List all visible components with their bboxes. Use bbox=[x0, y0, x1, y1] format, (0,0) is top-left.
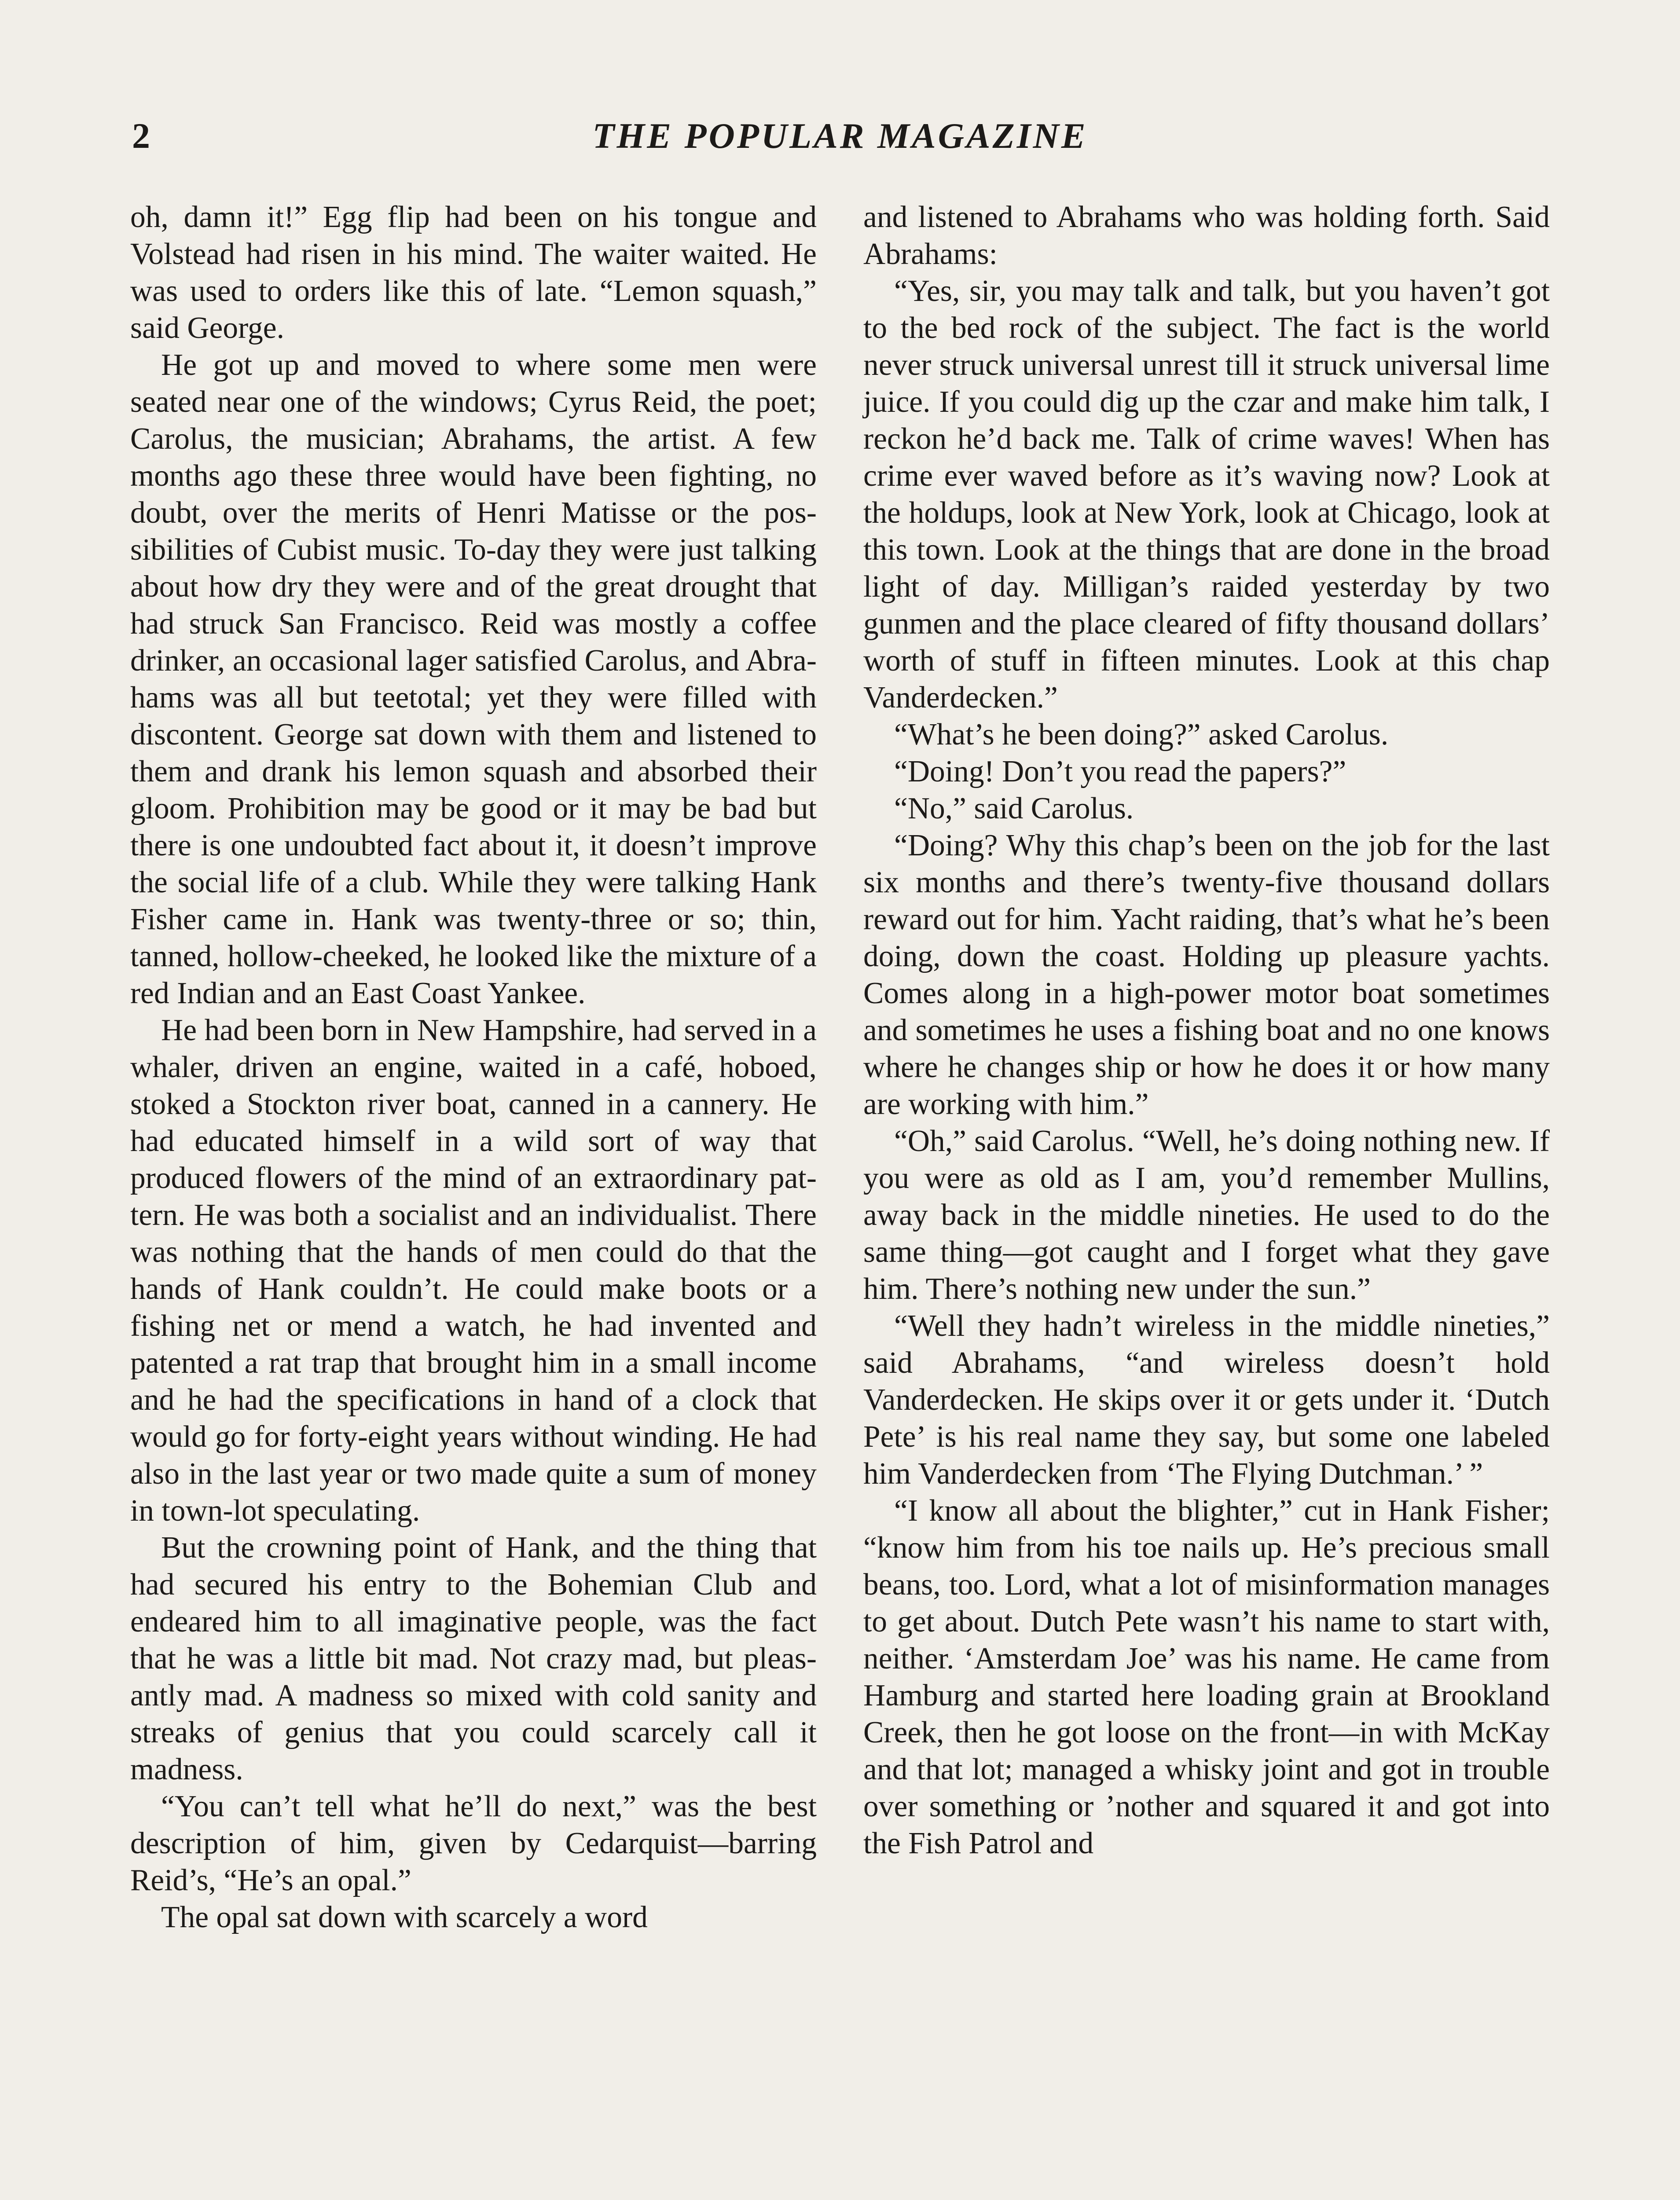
paragraph: “Well they hadn’t wireless in the middle nineties,” said Abrahams, “and wireless doesn’t hold Vanderdecken. He skips over it or gets under it. ‘Dutch Pete’ is his real name they say, but some one labeled him Vanderdecken from ‘The Flying Dutchman.’ ” bbox=[863, 1309, 1550, 1491]
paragraph: “Yes, sir, you may talk and talk, but you haven’t got to the bed rock of the subject. The fact is the world never struck universal unrest till it struck universal lime juice. If you could dig up the czar and make him talk, I reckon he’d back me. Talk of crime waves! When has crime ever waved before as it’s waving now? Look at the holdups, look at New York, look at Chicago, look at this town. Look at the things that are done in the broad light of day. Milligan’s raided yesterday by two gunmen and the place cleared of fifty thousand dollars’ worth of stuff in fifteen minutes. Look at this chap Vanderdecken.” bbox=[863, 274, 1550, 715]
page-number: 2 bbox=[132, 116, 150, 156]
running-head: THE POPULAR MAGAZINE bbox=[592, 116, 1088, 156]
paragraph: “What’s he been doing?” asked Carolus. bbox=[894, 718, 1389, 752]
paragraph: “You can’t tell what he’ll do next,” was the best description of him, given by Cedarquist—barring Reid’s, “He’s an opal.” bbox=[130, 1789, 817, 1897]
paragraph: “Doing! Don’t you read the papers?” bbox=[894, 755, 1346, 788]
paragraph: But the crowning point of Hank, and the thing that had secured his entry to the Bohemian Club and endeared him to all imaginative people, was the fact that he was a little bit mad. Not crazy mad, but pleasantly mad. A madness so mixed with cold sanity and streaks of genius that you could scarcely call it madness. bbox=[130, 1531, 817, 1786]
paragraph: “I know all about the blighter,” cut in Hank Fisher; “know him from his toe nails up. He’s precious small beans, too. Lord, what a lot of misinformation manages to get about. Dutch Pete wasn’t his name to start with, neither. ‘Amsterdam Joe’ was his name. He came from Hamburg and started here loading grain at Brookland Creek, then he got loose on the front—in with McKay and that lot; managed a whisky joint and got in trouble over something or ’nother and squared it and got into the Fish Patrol and bbox=[863, 1494, 1550, 1860]
paragraph: “Doing? Why this chap’s been on the job for the last six months and there’s twenty-five thousand dollars reward out for him. Yacht raiding, that’s what he’s been doing, down the coast. Holding up pleasure yachts. Comes along in a high-power motor boat sometimes and sometimes he uses a fishing boat and no one knows where he changes ship or how he does it or how many are working with him.” bbox=[863, 829, 1550, 1121]
paragraph: He got up and moved to where some men were seated near one of the windows; Cyrus Reid, the poet; Carolus, the musician; Abrahams, the artist. A few months ago these three would have been fighting, no doubt, over the merits of Henri Matisse or the possibilities of Cubist music. To-day they were just talking about how dry they were and of the great drought that had struck San Francisco. Reid was mostly a coffee drinker, an occasional lager satisfied Carolus, and Abrahams was all but teetotal; yet they were filled with discontent. George sat down with them and listened to them and drank his lemon squash and absorbed their gloom. Prohibition may be good or it may be bad but there is one undoubted fact about it, it doesn’t improve the social life of a club. While they were talking Hank Fisher came in. Hank was twenty-three or so; thin, tanned, hollow-cheeked, he looked like the mixture of a red Indian and an East Coast Yankee. bbox=[130, 348, 817, 1010]
right-column bbox=[863, 199, 1550, 2200]
left-column bbox=[130, 199, 817, 2200]
paragraph: and listened to Abrahams who was holding forth. Said Abrahams: bbox=[863, 200, 1550, 271]
paragraph: The opal sat down with scarcely a word bbox=[161, 1900, 648, 1934]
paragraph: oh, damn it!” Egg flip had been on his tongue and Volstead had risen in his mind. The waiter waited. He was used to orders like this of late. “Lemon squash,” said George. bbox=[130, 200, 817, 345]
paragraph: He had been born in New Hampshire, had served in a whaler, driven an engine, waited in a café, hoboed, stoked a Stockton river boat, canned in a cannery. He had educated himself in a wild sort of way that produced flowers of the mind of an extraordinary pattern. He was both a socialist and an individualist. There was nothing that the hands of men could do that the hands of Hank couldn’t. He could make boots or a fishing net or mend a watch, he had invented and patented a rat trap that brought him in a small income and he had the specifications in hand of a clock that would go for forty-eight years without winding. He had also in the last year or two made quite a sum of money in town-lot speculating. bbox=[130, 1013, 817, 1528]
paragraph: “No,” said Carolus. bbox=[894, 792, 1134, 825]
paragraph: “Oh,” said Carolus. “Well, he’s doing nothing new. If you were as old as I am, you’d remember Mullins, away back in the middle nineties. He used to do the same thing—got caught and I forget what they gave him. There’s nothing new under the sun.” bbox=[863, 1124, 1550, 1306]
